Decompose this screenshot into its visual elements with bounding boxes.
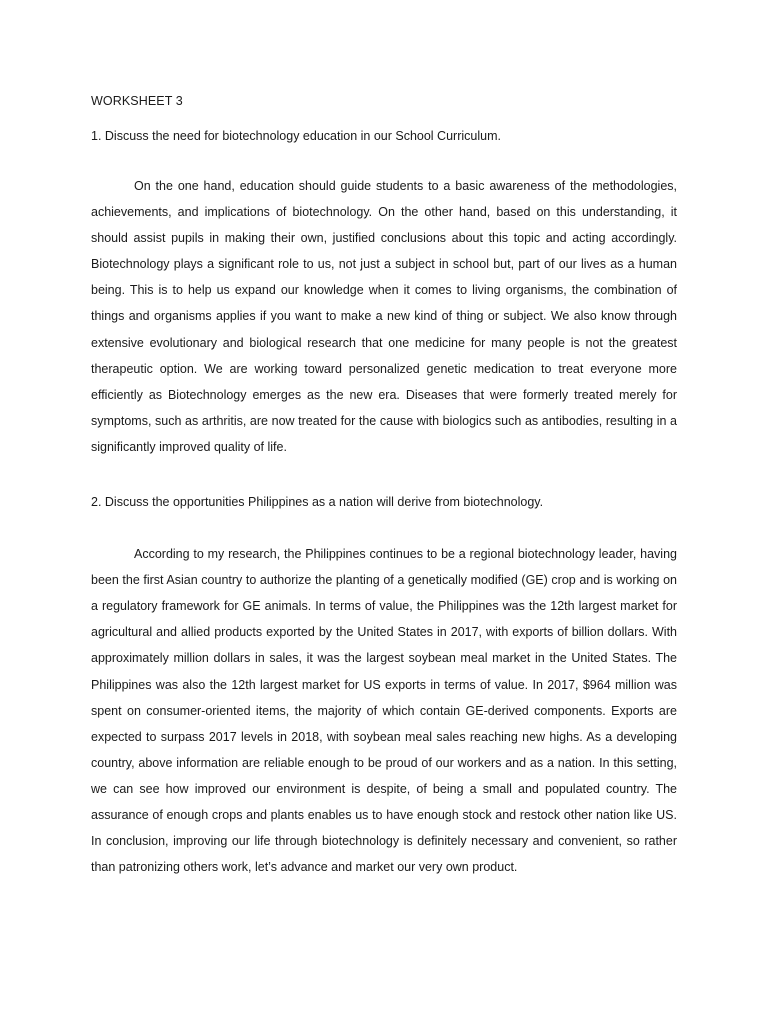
answer-2: According to my research, the Philippines continues to be a regional biotechnology leader, having been the first Asian country to authorize the planting of a genetically modified (GE) crop and is working on a regulatory framework for GE animals. In terms of value, the Philippines was the 12th largest market for agricultural and allied products exported by the United States in 2017, with exports of billion dollars. With approximately million dollars in sales, it was the largest soybean meal market in the United States. The Philippines was also the 12th largest market for US exports in terms of value. In 2017, $964 million was spent on consumer-oriented items, the majority of which contain GE-derived components. Exports are expected to surpass 2017 levels in 2018, with soybean meal sales reaching new highs. As a developing country, above information are reliable enough to be proud of our workers and as a nation. In this setting, we can see how improved our environment is despite, of being a small and populated country. The assurance of enough crops and plants enables us to have enough stock and restock other nation like US. In conclusion, improving our life through biotechnology is definitely necessary and convenient, so rather than patronizing others work, let’s advance and market our very own product. [91,547,677,875]
document-body [91,92,677,880]
question-2: 2. Discuss the opportunities Philippines as a nation will derive from biotechnology. [91,495,544,510]
answer-1: On the one hand, education should guide students to a basic awareness of the methodologies, achievements, and implications of biotechnology. On the other hand, based on this understanding, it should assist pupils in making their own, justified conclusions about this topic and acting accordingly. Biotechnology plays a significant role to us, not just a subject in school but, part of our lives as a human being. This is to help us expand our knowledge when it comes to living organisms, the combination of things and organisms applies if you want to make a new kind of thing or subject. We also know through extensive evolutionary and biological research that one medicine for many people is not the greatest therapeutic option. We are working toward personalized genetic medication to treat everyone more efficiently as Biotechnology emerges as the new era. Diseases that were formerly treated merely for symptoms, such as arthritis, are now treated for the cause with biologics such as antibodies, resulting in a significantly improved quality of life. [91,179,677,454]
question-1: 1. Discuss the need for biotechnology education in our School Curriculum. [91,129,501,143]
worksheet-title: WORKSHEET 3 [91,94,183,108]
